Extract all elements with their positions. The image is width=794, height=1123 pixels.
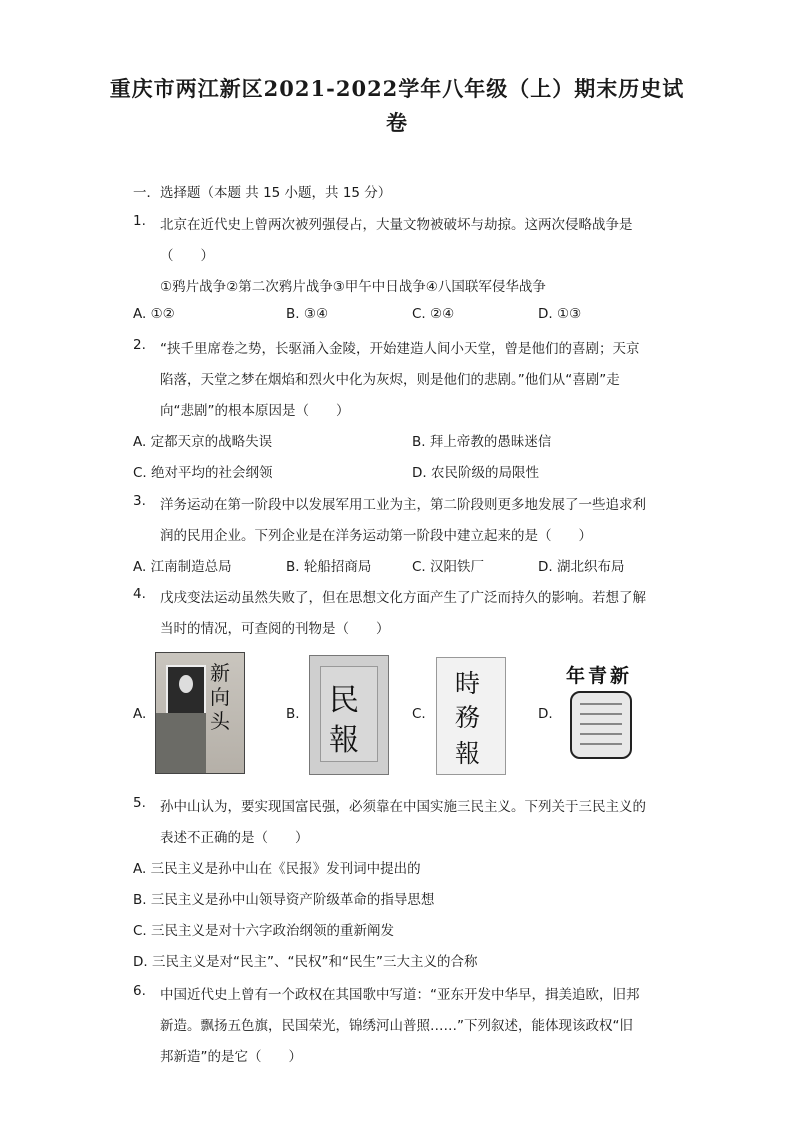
q4-image-a-newspaper[interactable] xyxy=(155,652,245,774)
q3-number: 3. xyxy=(133,493,146,509)
q4-line-1: 戊戌变法运动虽然失败了，但在思想文化方面产生了广泛而持久的影响。若想了解 xyxy=(160,590,646,606)
q1-option-d[interactable]: D. ①③ xyxy=(538,306,582,322)
q4-option-b[interactable]: B. xyxy=(286,706,300,722)
q2-line-3: 向“悲剧”的根本原因是（ ） xyxy=(160,403,350,419)
page-title xyxy=(60,70,734,142)
q4-a-char-2: 向 xyxy=(210,685,230,709)
q1-items: ①鸦片战争②第二次鸦片战争③甲午中日战争④八国联军侵华战争 xyxy=(160,279,546,295)
q1-option-c[interactable]: C. ②④ xyxy=(412,306,455,322)
q5-option-a[interactable]: A. 三民主义是孙中山在《民报》发刊词中提出的 xyxy=(133,861,421,877)
q4-a-char-3: 头 xyxy=(210,709,230,733)
q4-b-char-1: 民 xyxy=(329,683,359,718)
q4-option-d[interactable]: D. xyxy=(538,706,553,722)
cover-frame xyxy=(570,691,632,759)
q4-image-c-newspaper[interactable] xyxy=(436,657,506,775)
q2-option-a[interactable]: A. 定都天京的战略失误 xyxy=(133,434,273,450)
q4-c-char-2: 務 xyxy=(455,703,481,732)
q1-line-1: 北京在近代史上曾两次被列强侵占，大量文物被破坏与劫掠。这两次侵略战争是 xyxy=(160,217,633,233)
q2-option-b[interactable]: B. 拜上帝教的愚昧迷信 xyxy=(412,434,552,450)
q6-line-2: 新造。飘扬五色旗，民国荣光，锦绣河山普照……”下列叙述，能体现该政权“旧 xyxy=(160,1018,633,1034)
q5-line-2: 表述不正确的是（ ） xyxy=(160,830,309,846)
q4-image-b-newspaper[interactable] xyxy=(309,655,389,775)
q1-line-2: （ ） xyxy=(160,248,214,264)
q2-line-1: “挟千里席卷之势，长驱涌入金陵，开始建造人间小天堂，曾是他们的喜剧；天京 xyxy=(160,341,640,357)
title-line-2: 卷 xyxy=(386,110,408,135)
q3-line-2: 润的民用企业。下列企业是在洋务运动第一阶段中建立起来的是（ ） xyxy=(160,528,592,544)
q5-line-1: 孙中山认为，要实现国富民强，必须靠在中国实施三民主义。下列关于三民主义的 xyxy=(160,799,646,815)
q1-option-a[interactable]: A. ①② xyxy=(133,306,175,322)
q4-a-char-1: 新 xyxy=(210,661,230,685)
title-line-1: 重庆市两江新区2021-2022学年八年级（上）期末历史试 xyxy=(109,76,685,101)
q3-option-c[interactable]: C. 汉阳铁厂 xyxy=(412,559,485,575)
q4-option-a[interactable]: A. xyxy=(133,706,147,722)
q4-line-2: 当时的情况，可查阅的刊物是（ ） xyxy=(160,621,390,637)
q4-b-char-2: 報 xyxy=(329,723,359,758)
q5-option-c[interactable]: C. 三民主义是对十六字政治纲领的重新阐发 xyxy=(133,923,395,939)
q3-line-1: 洋务运动在第一阶段中以发展军用工业为主，第二阶段则更多地发展了一些追求利 xyxy=(160,497,646,513)
q5-option-d[interactable]: D. 三民主义是对“民主”、“民权”和“民生”三大主义的合称 xyxy=(133,954,478,970)
q6-line-1: 中国近代史上曾有一个政权在其国歌中写道：“亚东开发中华早，揖美追欧，旧邦 xyxy=(160,987,640,1003)
q4-c-char-3: 報 xyxy=(455,739,481,768)
q3-option-a[interactable]: A. 江南制造总局 xyxy=(133,559,232,575)
q4-option-c[interactable]: C. xyxy=(412,706,426,722)
q4-d-masthead: 年青新 xyxy=(566,665,633,687)
q6-number: 6. xyxy=(133,983,146,999)
section-heading: 一．选择题（本题 共 15 小题，共 15 分） xyxy=(133,185,392,201)
q5-number: 5. xyxy=(133,795,146,811)
q2-option-c[interactable]: C. 绝对平均的社会纲领 xyxy=(133,465,273,481)
q2-number: 2. xyxy=(133,337,146,353)
q2-line-2: 陷落，天堂之梦在烟焰和烈火中化为灰烬，则是他们的悲剧。”他们从“喜剧”走 xyxy=(160,372,620,388)
q1-option-b[interactable]: B. ③④ xyxy=(286,306,329,322)
q4-c-char-1: 時 xyxy=(455,669,481,698)
q3-option-b[interactable]: B. 轮船招商局 xyxy=(286,559,372,575)
q6-line-3: 邦新造”的是它（ ） xyxy=(160,1049,302,1065)
q3-option-d[interactable]: D. 湖北织布局 xyxy=(538,559,625,575)
q4-number: 4. xyxy=(133,586,146,602)
q5-option-b[interactable]: B. 三民主义是孙中山领导资产阶级革命的指导思想 xyxy=(133,892,435,908)
q4-image-d-magazine[interactable] xyxy=(560,657,644,773)
q2-option-d[interactable]: D. 农民阶级的局限性 xyxy=(412,465,539,481)
q1-number: 1. xyxy=(133,213,146,229)
portrait-photo xyxy=(166,665,206,715)
